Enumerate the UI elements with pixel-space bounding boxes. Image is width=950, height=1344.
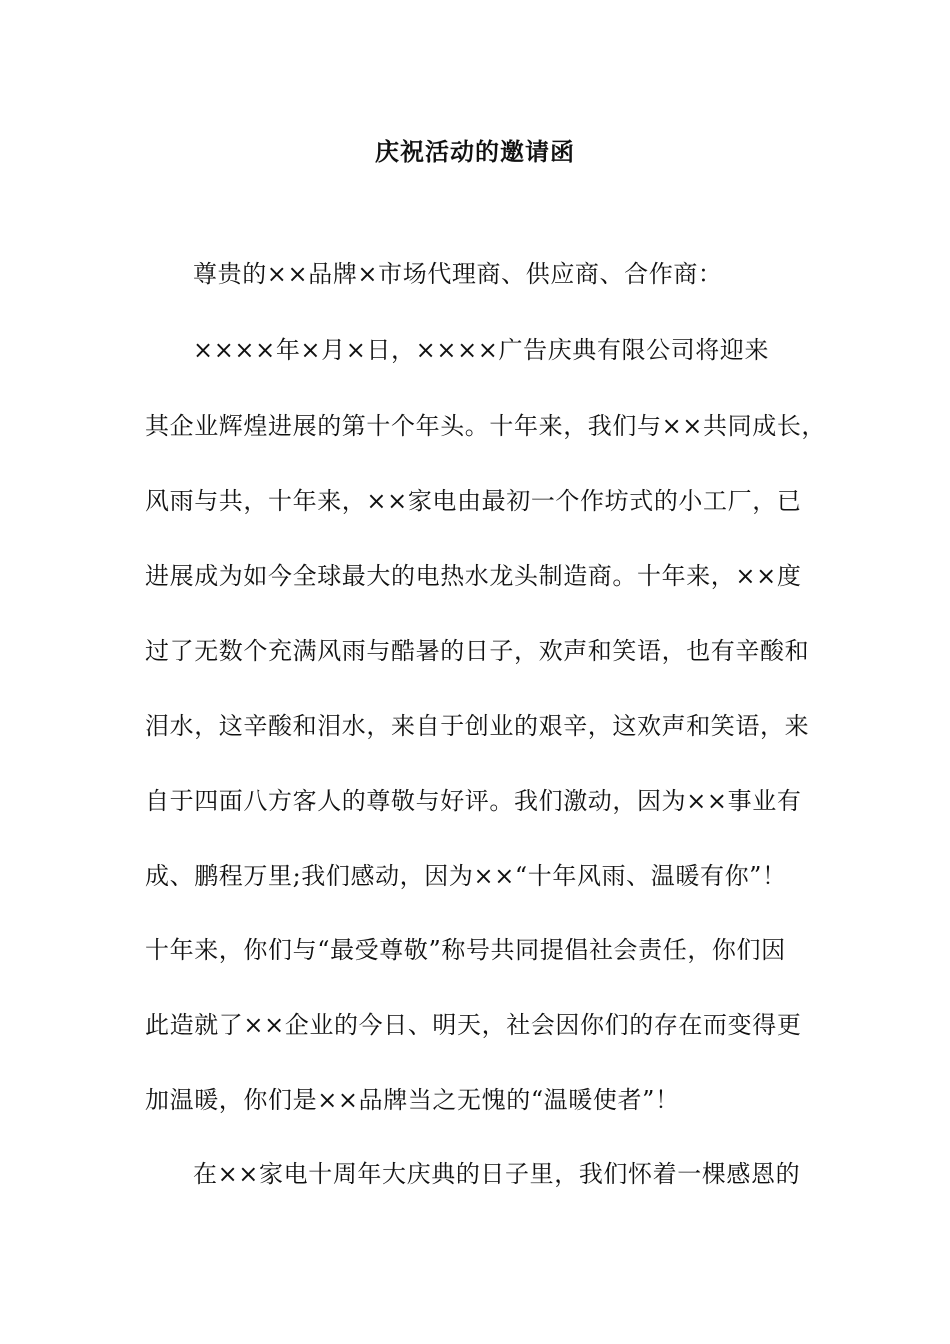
body-line: 其企业辉煌进展的第十个年头。十年来，我们与××共同成长， [145,412,827,440]
body-line: ××××年×月×日，××××广告庆典有限公司将迎来 [193,336,770,364]
body-line: 自于四面八方客人的尊敬与好评。我们激动，因为××事业有 [145,787,802,815]
salutation-line: 尊贵的××品牌×市场代理商、供应商、合作商： [193,260,723,288]
body-line: 十年来，你们与“最受尊敬”称号共同提倡社会责任，你们因 [145,936,786,964]
body-line: 风雨与共，十年来，××家电由最初一个作坊式的小工厂，已 [145,487,802,515]
document-title: 庆祝活动的邀请函 [375,137,575,166]
body-line: 在××家电十周年大庆典的日子里，我们怀着一棵感恩的 [193,1160,801,1188]
body-line: 过了无数个充满风雨与酷暑的日子，欢声和笑语，也有辛酸和 [145,637,810,665]
body-line: 加温暖，你们是××品牌当之无愧的“温暖使者”！ [145,1086,680,1114]
body-line: 此造就了××企业的今日、明天，社会因你们的存在而变得更 [145,1011,802,1039]
body-line: 成、鹏程万里;我们感动，因为××“十年风雨、温暖有你”！ [145,862,787,890]
body-line: 进展成为如今全球最大的电热水龙头制造商。十年来，××度 [145,562,802,590]
body-line: 泪水，这辛酸和泪水，来自于创业的艰辛，这欢声和笑语，来 [145,712,810,740]
